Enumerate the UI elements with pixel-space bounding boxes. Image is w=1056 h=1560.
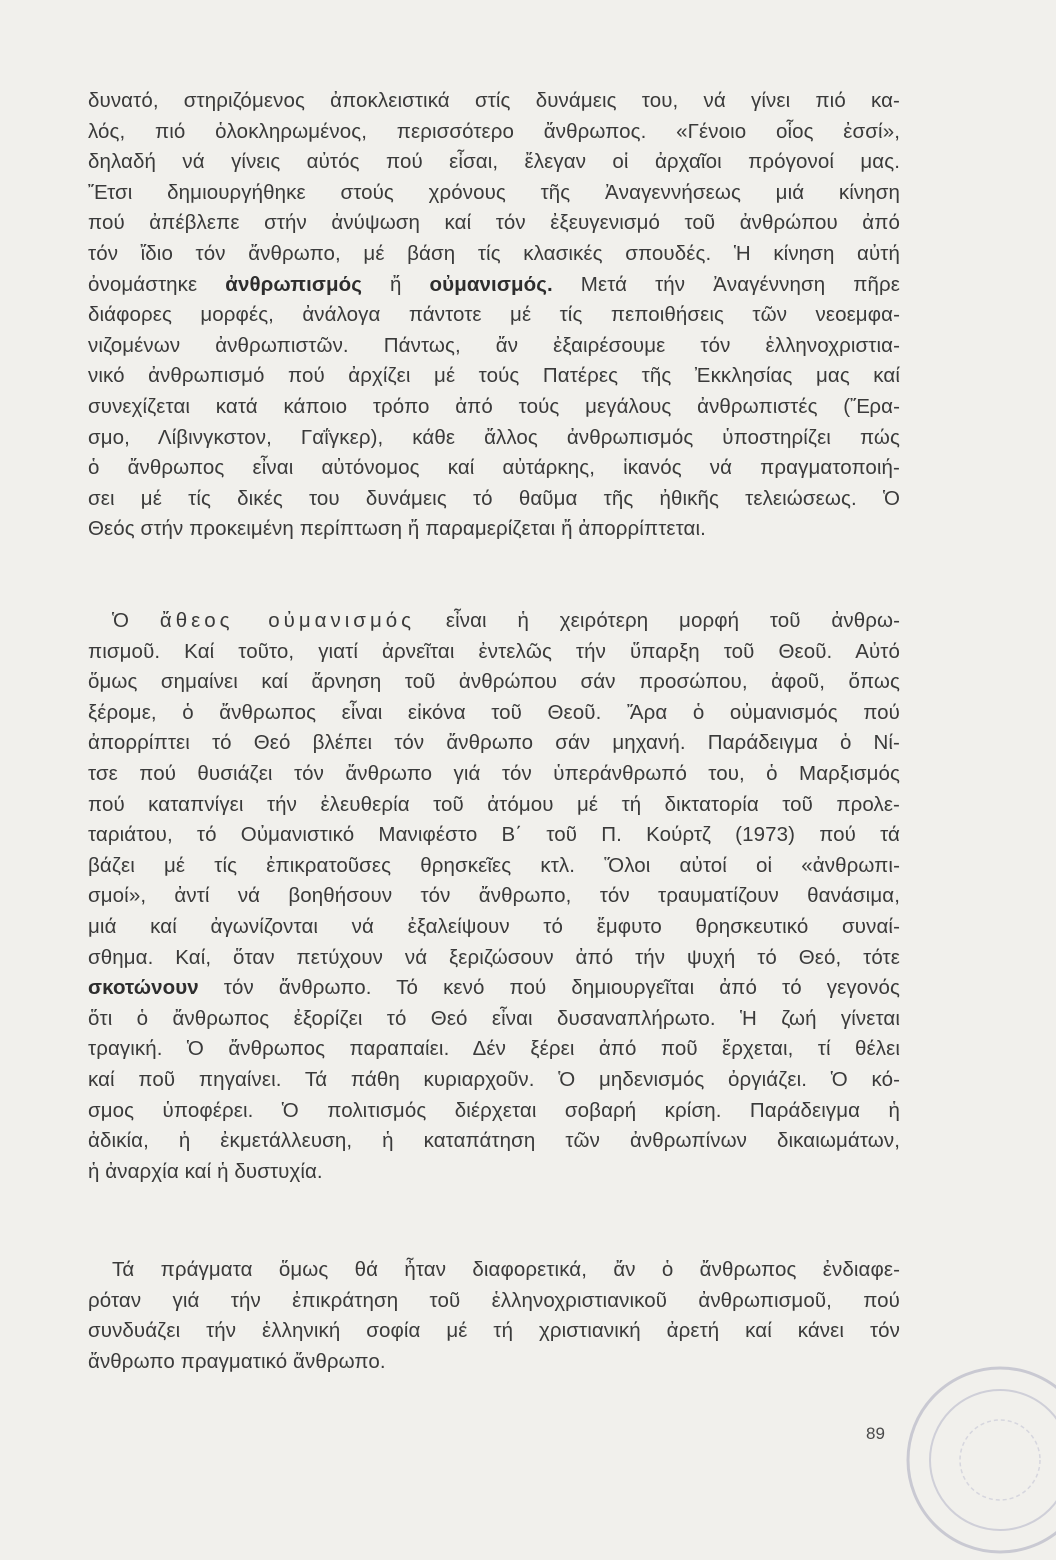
text-line xyxy=(88,270,900,301)
paragraph-1 xyxy=(88,86,900,545)
text-line xyxy=(88,208,900,239)
text-line xyxy=(88,1316,900,1347)
bold-term: ἀνθρωπισμός xyxy=(225,272,363,296)
bold-term: οὐμανισμός. xyxy=(429,272,553,296)
text-line xyxy=(88,147,900,178)
text-line xyxy=(88,881,900,912)
text-line xyxy=(88,943,900,974)
text-line xyxy=(88,667,900,698)
text-run: ἀδικία, ἡ ἐκμετάλλευση, ἡ καταπάτηση τῶν ἀνθρωπίνων δικαιωμάτων, xyxy=(88,1129,900,1153)
text-line xyxy=(88,912,900,943)
text-line xyxy=(88,361,900,392)
text-run: τραγική. Ὁ ἄνθρωπος παραπαίει. Δέν ξέρει ἀπό ποῦ ἔρχεται, τί θέλει xyxy=(88,1037,900,1061)
text-run: νικό ἀνθρωπισμό πού ἀρχίζει μέ τούς Πατέρες τῆς Ἐκκλησίας μας καί xyxy=(88,364,900,388)
text-run: ὀνομάστηκε xyxy=(88,272,226,296)
text-line xyxy=(88,178,900,209)
text-line xyxy=(88,1034,900,1065)
text-line xyxy=(88,1157,900,1188)
text-run: ὅμως σημαίνει καί ἄρνηση τοῦ ἀνθρώπου σάν προσώπου, ἀφοῦ, ὅπως xyxy=(88,670,900,694)
paragraph-2 xyxy=(88,606,900,1187)
text-run: ἀπορρίπτει τό Θεό βλέπει τόν ἄνθρωπο σάν μηχανή. Παράδειγμα ὁ Νί- xyxy=(88,731,900,755)
text-run: ἤ xyxy=(362,272,430,296)
text-run: ρόταν γιά τήν ἐπικράτηση τοῦ ἑλληνοχριστιανικοῦ ἀνθρωπισμοῦ, πού xyxy=(88,1288,900,1312)
text-run: σθημα. Καί, ὅταν πετύχουν νά ξεριζώσουν ἀπό τήν ψυχή τό Θεό, τότε xyxy=(88,945,900,969)
text-line xyxy=(88,423,900,454)
text-line xyxy=(88,1004,900,1035)
text-line xyxy=(88,728,900,759)
text-run: καί ποῦ πηγαίνει. Τά πάθη κυριαρχοῦν. Ὁ μηδενισμός ὀργιάζει. Ὁ κό- xyxy=(88,1067,900,1091)
text-run: συνδυάζει τήν ἑλληνική σοφία μέ τή χριστιανική ἀρετή καί κάνει τόν xyxy=(88,1319,900,1343)
text-run: Ἔτσι δημιουργήθηκε στούς χρόνους τῆς Ἀναγεννήσεως μιά κίνηση xyxy=(88,180,900,204)
text-run: δηλαδή νά γίνεις αὐτός πού εἶσαι, ἔλεγαν οἱ ἀρχαῖοι πρόγονοί μας. xyxy=(88,150,900,174)
text-run: τόν ἄνθρωπο. Τό κενό πού δημιουργεῖται ἀπό τό γεγονός xyxy=(198,976,900,1000)
text-line xyxy=(88,514,900,545)
page-number: 89 xyxy=(866,1424,885,1443)
text-run: ἡ ἀναρχία καί ἡ δυστυχία. xyxy=(88,1159,323,1183)
text-run: πισμοῦ. Καί τοῦτο, γιατί ἀρνεῖται ἐντελῶς τήν ὕπαρξη τοῦ Θεοῦ. Αὐτό xyxy=(88,639,900,663)
text-run: λός, πιό ὁλοκληρωμένος, περισσότερο ἄνθρωπος. «Γένοιο οἷος ἐσσί», xyxy=(88,119,900,143)
text-line xyxy=(88,331,900,362)
text-line xyxy=(88,300,900,331)
text-line xyxy=(88,973,900,1004)
text-line xyxy=(88,1255,900,1286)
text-run: συνεχίζεται κατά κάποιο τρόπο ἀπό τούς μεγάλους ἀνθρωπιστές (Ἔρα- xyxy=(88,394,900,418)
text-line xyxy=(88,86,900,117)
text-line xyxy=(88,117,900,148)
library-stamp-icon xyxy=(900,1360,1056,1560)
text-run: ὁ ἄνθρωπος εἶναι αὐτόνομος καί αὐτάρκης, ἱκανός νά πραγματοποιή- xyxy=(88,456,900,480)
text-line xyxy=(88,1065,900,1096)
text-run: ταριάτου, τό Οὐμανιστικό Μανιφέστο Β΄ τοῦ Π. Κούρτζ (1973) πού τά xyxy=(88,823,900,847)
text-run: μιά καί ἀγωνίζονται νά ἐξαλείψουν τό ἔμφυτο θρησκευτικό συναί- xyxy=(88,914,900,938)
text-run: Τά πράγματα ὅμως θά ἦταν διαφορετικά, ἄν ὁ ἄνθρωπος ἐνδιαφε- xyxy=(112,1258,900,1281)
text-line xyxy=(88,1096,900,1127)
text-run: ξέρομε, ὁ ἄνθρωπος εἶναι εἰκόνα τοῦ Θεοῦ. Ἄρα ὁ οὐμανισμός πού xyxy=(88,700,900,724)
text-run: εἶναι ἡ χειρότερη μορφή τοῦ ἀνθρω- xyxy=(415,609,901,632)
text-run: σμοί», ἀντί νά βοηθήσουν τόν ἄνθρωπο, τόν τραυματίζουν θανάσιμα, xyxy=(88,884,900,908)
text-run: ὅτι ὁ ἄνθρωπος ἐξορίζει τό Θεό εἶναι δυσαναπλήρωτο. Ἡ ζωή γίνεται xyxy=(88,1006,900,1030)
text-line xyxy=(88,851,900,882)
text-run: Μετά τήν Ἀναγέννηση πῆρε xyxy=(552,272,900,296)
paragraph-3 xyxy=(88,1255,900,1377)
text-run: βάζει μέ τίς ἐπικρατοῦσες θρησκεῖες κτλ. Ὅλοι αὐτοί οἱ «ἀνθρωπι- xyxy=(88,853,900,877)
text-run: πού καταπνίγει τήν ἐλευθερία τοῦ ἀτόμου μέ τή δικτατορία τοῦ προλε- xyxy=(88,792,900,816)
text-line xyxy=(88,1286,900,1317)
text-line xyxy=(88,790,900,821)
text-run: τόν ἴδιο τόν ἄνθρωπο, μέ βάση τίς κλασικές σπουδές. Ἡ κίνηση αὐτή xyxy=(88,241,900,265)
text-run: πού ἀπέβλεπε στήν ἀνύψωση καί τόν ἐξευγενισμό τοῦ ἀνθρώπου ἀπό xyxy=(88,211,900,235)
text-run: νιζομένων ἀνθρωπιστῶν. Πάντως, ἄν ἐξαιρέσουμε τόν ἑλληνοχριστια- xyxy=(88,333,900,357)
text-run: τσε πού θυσιάζει τόν ἄνθρωπο γιά τόν ὑπεράνθρωπό του, ὁ Μαρξισμός xyxy=(88,761,900,785)
text-run: σμο, Λίβινγκστον, Γαΐγκερ), κάθε ἄλλος ἀνθρωπισμός ὑποστηρίζει πώς xyxy=(88,425,900,449)
text-run: δυνατό, στηριζόμενος ἀποκλειστικά στίς δυνάμεις του, νά γίνει πιό κα- xyxy=(88,89,900,112)
text-line xyxy=(88,1126,900,1157)
text-line xyxy=(88,820,900,851)
text-line xyxy=(88,453,900,484)
text-run: σει μέ τίς δικές του δυνάμεις τό θαῦμα τῆς ἠθικῆς τελειώσεως. Ὁ xyxy=(88,486,900,510)
text-line xyxy=(88,637,900,668)
bold-term: σκοτώνουν xyxy=(88,976,199,1000)
text-line xyxy=(88,698,900,729)
text-line xyxy=(88,759,900,790)
text-line xyxy=(88,1347,900,1378)
text-line xyxy=(88,606,900,637)
text-run: σμος ὑποφέρει. Ὁ πολιτισμός διέρχεται σοβαρή κρίση. Παράδειγμα ἡ xyxy=(88,1098,900,1122)
spaced-term: ἄθεος οὐμανισμός xyxy=(159,609,416,632)
text-run: Θεός στήν προκειμένη περίπτωση ἤ παραμερίζεται ἤ ἀπορρίπτεται. xyxy=(88,517,706,541)
text-line xyxy=(88,484,900,515)
text-run: ἄνθρωπο πραγματικό ἄνθρωπο. xyxy=(88,1349,386,1373)
text-line xyxy=(88,239,900,270)
text-run: διάφορες μορφές, ἀνάλογα πάντοτε μέ τίς πεποιθήσεις τῶν νεοεμφα- xyxy=(88,303,900,327)
text-line xyxy=(88,392,900,423)
text-run: Ὁ xyxy=(112,609,160,632)
